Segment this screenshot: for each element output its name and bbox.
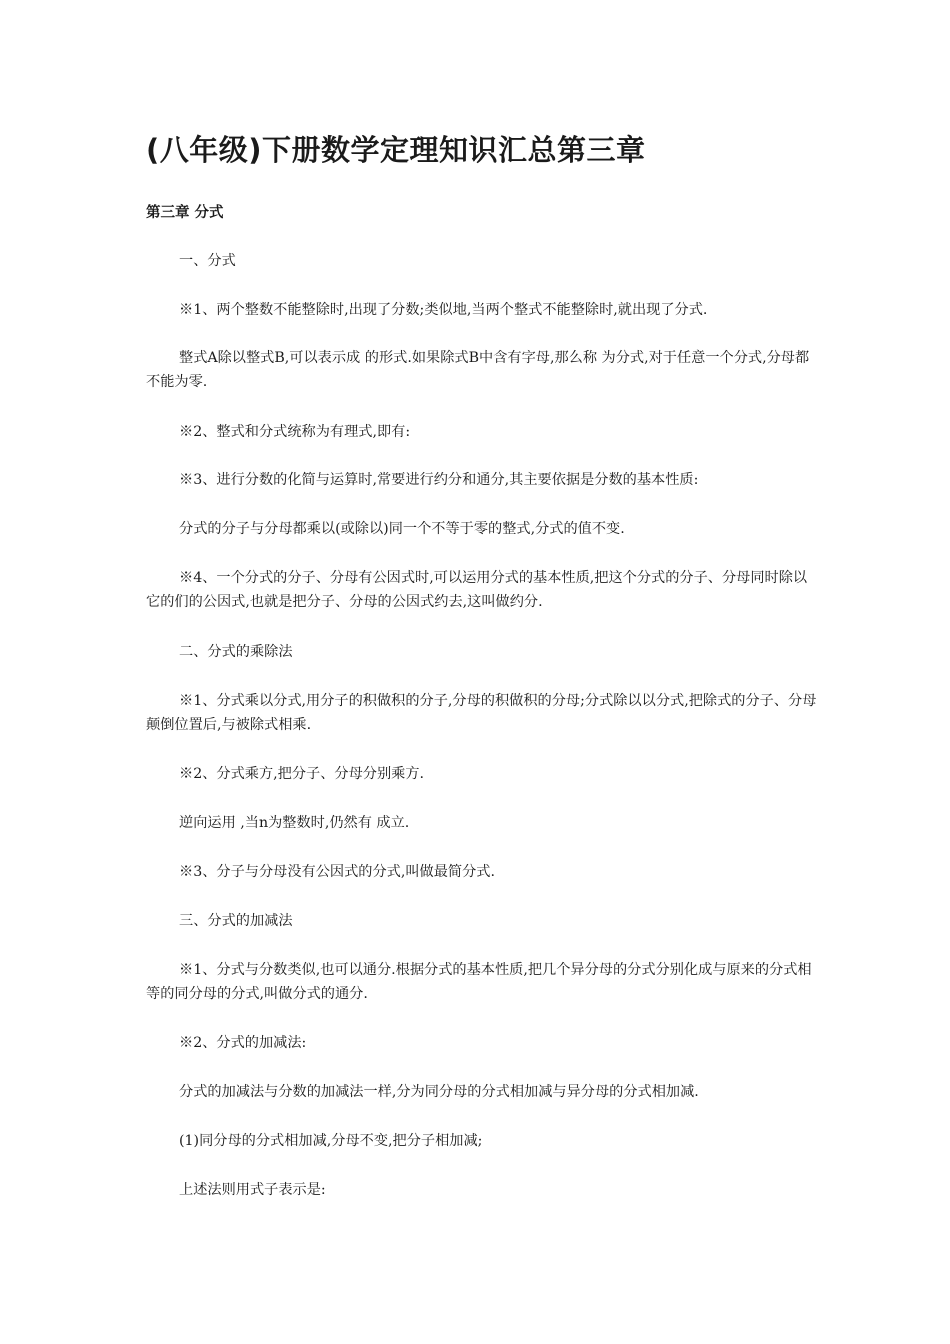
paragraph: 分式的加减法与分数的加减法一样,分为同分母的分式相加减与异分母的分式相加减. (179, 1084, 699, 1100)
paragraph: ※3、分子与分母没有公因式的分式,叫做最简分式. (179, 864, 495, 880)
paragraph: ※4、一个分式的分子、分母有公因式时,可以运用分式的基本性质,把这个分式的分子、分母同时除以它的们的公因式,也就是把分子、分母的公因式约去,这叫做约分. (146, 570, 808, 610)
paragraph: 逆向运用 ,当n为整数时,仍然有 成立. (179, 815, 410, 831)
section-heading: 三、分式的加减法 (179, 913, 293, 929)
document-title: (八年级)下册数学定理知识汇总第三章 (146, 133, 646, 167)
paragraph: ※1、两个整数不能整除时,出现了分数;类似地,当两个整式不能整除时,就出现了分式. (179, 302, 708, 318)
paragraph: ※2、分式乘方,把分子、分母分别乘方. (179, 766, 425, 782)
chapter-heading: 第三章 分式 (146, 205, 224, 221)
paragraph: ※1、分式乘以分式,用分子的积做积的分子,分母的积做积的分母;分式除以以分式,把除式的分子、分母颠倒位置后,与被除式相乘. (146, 693, 817, 733)
section-heading: 一、分式 (179, 253, 236, 269)
paragraph: ※3、进行分数的化简与运算时,常要进行约分和通分,其主要依据是分数的基本性质: (179, 472, 699, 488)
paragraph: (1)同分母的分式相加减,分母不变,把分子相加减; (179, 1133, 483, 1149)
paragraph: 分式的分子与分母都乘以(或除以)同一个不等于零的整式,分式的值不变. (179, 521, 625, 537)
paragraph: ※1、分式与分数类似,也可以通分.根据分式的基本性质,把几个异分母的分式分别化成与原来的分式相等的同分母的分式,叫做分式的通分. (146, 962, 812, 1002)
paragraph: 上述法则用式子表示是: (179, 1182, 326, 1198)
paragraph: ※2、分式的加减法: (179, 1035, 307, 1051)
paragraph: 整式A除以整式B,可以表示成 的形式.如果除式B中含有字母,那么称 为分式,对于任意一个分式,分母都不能为零. (146, 350, 810, 390)
paragraph: ※2、整式和分式统称为有理式,即有: (179, 424, 411, 440)
section-heading: 二、分式的乘除法 (179, 644, 293, 660)
